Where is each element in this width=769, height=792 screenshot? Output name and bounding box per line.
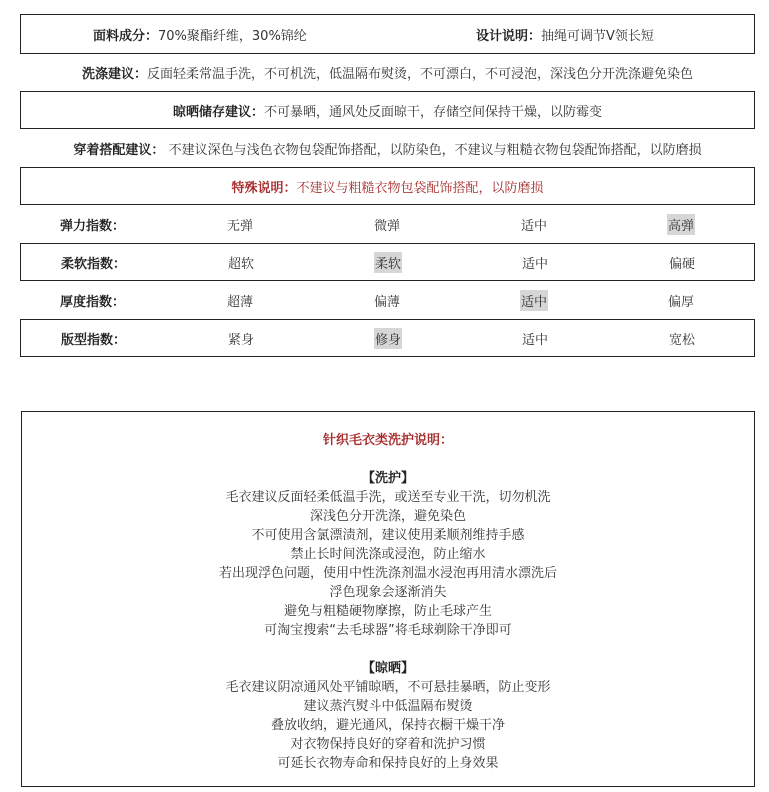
fabric-design-row [20, 14, 755, 54]
index-option: 无弹 [226, 218, 253, 234]
index-option: 偏硬 [668, 256, 695, 272]
index-row [20, 205, 755, 243]
index-option: 适中 [474, 281, 594, 319]
care-title: 针织毛衣类洗护说明： [322, 433, 453, 448]
index-option: 微弹 [373, 218, 400, 234]
index-option: 适中 [521, 256, 548, 272]
index-label: 弹力指数： [60, 218, 126, 234]
care-instructions [21, 411, 755, 787]
wash-line: 不可使用含氯漂渍剂，建议使用柔顺剂维持手感 [251, 528, 525, 543]
dry-line: 毛衣建议阴凉通风处平铺晾晒，不可悬挂暴晒，防止变形 [225, 680, 551, 695]
wash-line: 浮色现象会逐渐消失 [329, 585, 447, 600]
dry-line: 对衣物保持良好的穿着和洗护习惯 [290, 737, 486, 752]
wash-row: 洗涤建议： 反面轻柔常温手洗，不可机洗，低温隔布熨烫，不可漂白，不可浸泡，深浅色分开洗涤避免染色 [81, 66, 694, 82]
index-label: 柔软指数： [61, 256, 127, 272]
index-option: 适中 [520, 218, 547, 234]
design-info: 设计说明：抽绳可调节V领长短 [476, 28, 654, 44]
index-option: 超薄 [226, 294, 253, 310]
dry-line: 建议蒸汽熨斗中低温隔布熨烫 [303, 699, 473, 714]
index-option: 偏薄 [373, 294, 400, 310]
wash-line: 可淘宝搜索“去毛球器”将毛球剃除干净即可 [264, 623, 512, 638]
index-row [20, 281, 755, 319]
wash-line: 禁止长时间洗涤或浸泡，防止缩水 [290, 547, 486, 562]
index-option: 高弹 [621, 205, 741, 243]
index-label: 版型指数： [61, 332, 127, 348]
index-option: 超软 [227, 256, 254, 272]
dry-line: 叠放收纳，避光通风，保持衣橱干燥干净 [270, 718, 505, 733]
index-option: 宽松 [668, 332, 695, 348]
special-row: 特殊说明： 不建议与粗糙衣物包袋配饰搭配，以防磨损 [20, 167, 755, 205]
dry-heading: 【晾晒】 [361, 661, 414, 676]
match-row: 穿着搭配建议： 不建议深色与浅色衣物包袋配饰搭配，以防染色，不建议与粗糙衣物包袋配饰搭配，以防磨损 [73, 142, 702, 158]
index-option: 偏厚 [667, 294, 694, 310]
wash-line: 深浅色分开洗涤，避免染色 [309, 509, 466, 524]
wash-line: 毛衣建议反面轻柔低温手洗，或送至专业干洗，切勿机洗 [225, 490, 551, 505]
index-option: 紧身 [227, 332, 254, 348]
fabric-info: 面料成分：70%聚酯纤维，30%锦纶 [93, 28, 307, 44]
wash-line: 避免与粗糙硬物摩擦，防止毛球产生 [283, 604, 492, 619]
index-option: 柔软 [328, 244, 448, 280]
index-option: 适中 [521, 332, 548, 348]
wash-line: 若出现浮色问题，使用中性洗涤剂温水浸泡再用清水漂洗后 [218, 566, 557, 581]
index-row [20, 319, 755, 357]
wash-heading: 【洗护】 [361, 471, 414, 486]
index-row [20, 243, 755, 281]
dry-line: 可延长衣物寿命和保持良好的上身效果 [277, 756, 499, 771]
index-label: 厚度指数： [60, 294, 126, 310]
dry-row: 晾晒储存建议： 不可暴晒，通风处反面晾干，存储空间保持干燥，以防霉变 [20, 91, 755, 129]
index-option: 修身 [328, 320, 448, 356]
